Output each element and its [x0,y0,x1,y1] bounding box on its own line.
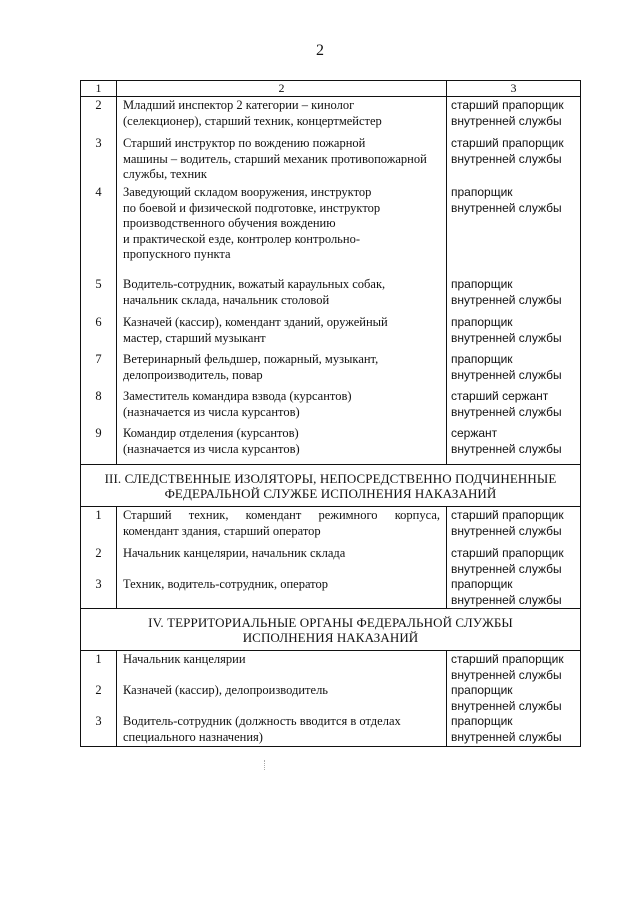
position-title [117,576,447,608]
position-title [117,651,447,682]
rank-line: старший прапорщик [451,546,564,560]
position-rank [447,351,580,388]
position-title-line: Водитель-сотрудник (должность вводится в отделах [123,714,401,728]
header-col-2: 2 [117,81,447,96]
position-title-line: производственного обучения вождению [123,216,336,230]
row-number: 1 [81,651,117,682]
position-title-line: начальник склада, начальник столовой [123,292,330,307]
positions-table [80,80,581,747]
position-title-line: Водитель-сотрудник, вожатый караульных собак, [123,277,386,291]
position-rank [447,135,580,184]
row-number: 7 [81,351,117,388]
rank-line: прапорщик [451,185,513,199]
rank-line: внутренней службы [451,113,562,128]
rank-line: внутренней службы [451,441,562,456]
rank-line: старший прапорщик [451,652,564,666]
position-rank [447,651,580,682]
position-rank [447,184,580,276]
rank-line: старший сержант [451,389,549,403]
position-title-line: Старший инструктор по вождению пожарной [123,136,366,150]
section-heading-line: IV. ТЕРРИТОРИАЛЬНЫЕ ОРГАНЫ ФЕДЕРАЛЬНОЙ СЛУЖБЫ [148,615,513,630]
table-row [81,545,580,576]
position-rank [447,507,580,545]
row-number: 2 [81,682,117,713]
rank-line: внутренней службы [451,698,562,713]
rank-line: прапорщик [451,714,513,728]
rank-line: прапорщик [451,683,513,697]
row-number: 3 [81,135,117,184]
row-number: 8 [81,388,117,425]
row-number: 3 [81,713,117,746]
table-row [81,651,580,682]
position-title [117,682,447,713]
position-title-line: пропускного пункта [123,247,231,261]
rank-line: внутренней службы [451,592,562,607]
position-title [117,276,447,314]
row-number: 2 [81,545,117,576]
rank-line: старший прапорщик [451,136,564,150]
rank-line: внутренней службы [451,523,562,538]
position-title-line: (назначается из числа курсантов) [123,441,300,456]
rank-line: внутренней службы [451,200,562,215]
position-title-line: (назначается из числа курсантов) [123,404,300,419]
position-rank [447,682,580,713]
header-col-3: 3 [510,81,517,95]
position-title [117,545,447,576]
position-title-line: Казначей (кассир), комендант зданий, оружейный [123,315,388,329]
rank-line: прапорщик [451,315,513,329]
rank-line: сержант [451,426,498,440]
position-title-line: делопроизводитель, повар [123,367,263,382]
position-title-line: Заместитель командира взвода (курсантов) [123,389,352,403]
position-title-line: специального назначения) [123,729,263,744]
rank-line: старший прапорщик [451,508,564,522]
position-title [117,388,447,425]
rank-line: внутренней службы [451,404,562,419]
table-row [81,97,580,135]
rank-line: внутренней службы [451,151,562,166]
table-row [81,388,580,425]
rank-line: внутренней службы [451,367,562,382]
table-header-row [81,81,580,97]
position-title-line: Начальник канцелярии, начальник склада [123,546,346,560]
position-title-line: Казначей (кассир), делопроизводитель [123,683,329,697]
row-number: 3 [81,576,117,608]
table-row [81,682,580,713]
position-title-line: Техник, водитель-сотрудник, оператор [123,577,328,591]
position-rank [447,576,580,608]
position-rank [447,713,580,746]
section-heading-line: ИСПОЛНЕНИЯ НАКАЗАНИЙ [242,630,419,645]
position-title [117,314,447,351]
rank-line: прапорщик [451,577,513,591]
table-row [81,351,580,388]
position-title-line: службы, техник [123,167,207,181]
section-heading-line: III. СЛЕДСТВЕННЫЕ ИЗОЛЯТОРЫ, НЕПОСРЕДСТВЕННО ПОДЧИНЕННЫЕ [104,471,557,486]
position-title [117,425,447,464]
table-row [81,135,580,184]
table-row [81,184,580,276]
position-title-line: (селекционер), старший техник, концертмейстер [123,113,382,128]
position-rank [447,97,580,135]
section-heading-iii [81,464,580,507]
position-title-line: Ветеринарный фельдшер, пожарный, музыкант, [123,352,379,366]
position-title [117,351,447,388]
position-rank [447,314,580,351]
scan-mark [264,760,266,770]
row-number: 1 [81,507,117,545]
position-title [117,507,447,545]
position-rank [447,276,580,314]
position-title-line: Старший техник, комендант режимного корпуса, [123,508,440,522]
header-col-1: 1 [81,81,117,96]
row-number: 9 [81,425,117,464]
position-title-line: комендант здания, старший оператор [123,523,321,538]
position-title [117,135,447,184]
position-title-line: Командир отделения (курсантов) [123,426,299,440]
section-heading-iv [81,608,580,651]
table-row [81,507,580,545]
row-number: 5 [81,276,117,314]
position-title-line: мастер, старший музыкант [123,330,266,345]
position-title [117,713,447,746]
table-row [81,713,580,746]
table-row [81,425,580,464]
position-rank [447,388,580,425]
position-title [117,184,447,276]
rank-line: прапорщик [451,352,513,366]
rank-line: внутренней службы [451,667,562,682]
position-title-line: Младший инспектор 2 категории – кинолог [123,98,355,112]
rank-line: внутренней службы [451,729,562,744]
rank-line: старший прапорщик [451,98,564,112]
position-rank [447,545,580,576]
row-number: 6 [81,314,117,351]
position-title [117,97,447,135]
position-title-line: Заведующий складом вооружения, инструктор [123,185,372,199]
position-title-line: по боевой и физической подготовке, инструктор [123,200,381,215]
rank-line: внутренней службы [451,292,562,307]
table-row [81,576,580,608]
rank-line: внутренней службы [451,330,562,345]
page-number: 2 [316,42,324,59]
position-title-line: Начальник канцелярии [123,652,246,666]
rank-line: внутренней службы [451,561,562,576]
position-title-line: машины – водитель, старший механик противопожарной [123,151,427,166]
section-heading-line: ФЕДЕРАЛЬНОЙ СЛУЖБЕ ИСПОЛНЕНИЯ НАКАЗАНИЙ [164,486,497,501]
rank-line: прапорщик [451,277,513,291]
position-title-line: и практической езде, контролер контрольно- [123,231,360,246]
row-number: 2 [81,97,117,135]
row-number: 4 [81,184,117,276]
position-rank [447,425,580,464]
table-row [81,276,580,314]
table-row [81,314,580,351]
